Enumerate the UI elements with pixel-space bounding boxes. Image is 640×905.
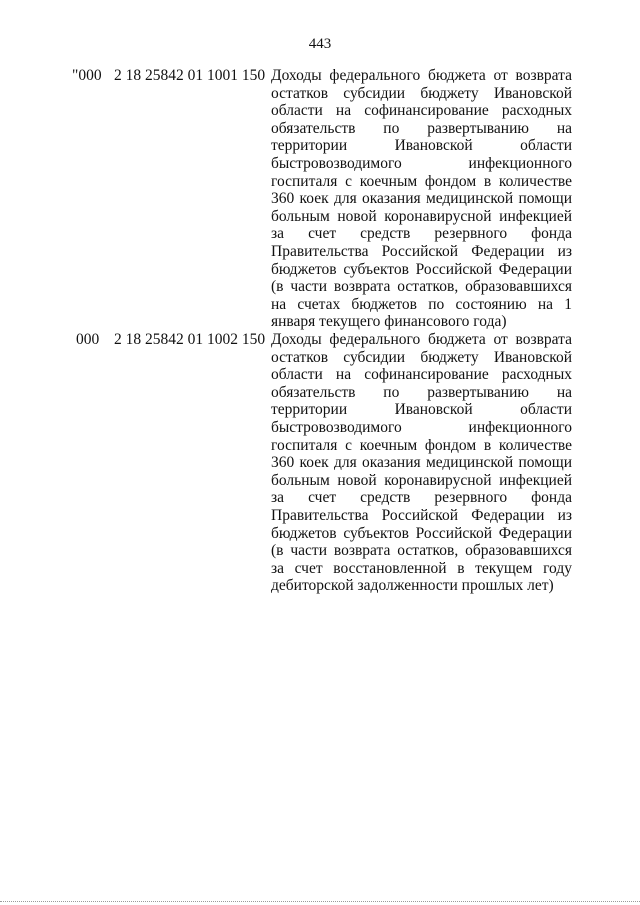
budget-classification-code: 2 18 25842 01 1001 150 xyxy=(114,67,266,84)
budget-classification-code: 2 18 25842 01 1002 150 xyxy=(114,331,266,348)
revenue-description: Доходы федерального бюджета от возврата остатков субсидии бюджету Ивановской области на софинансирование расходных обязательств по развертыванию на территории Ивановской области быстровозводимого инфекционного госпиталя с коечным фондом в количестве 360 коек для оказания медицинской помощи больным новой коронавирусной инфекцией за счет средств резервного фонда Правительства Российской Федерации из бюджетов субъектов Российской Федерации (в части возврата остатков, образовавшихся на счетах бюджетов по состоянию на 1 января текущего финансового года) xyxy=(271,67,572,331)
revenue-description: Доходы федерального бюджета от возврата остатков субсидии бюджету Ивановской области на софинансирование расходных обязательств по развертыванию на территории Ивановской области быстровозводимого инфекционного госпиталя с коечным фондом в количестве 360 коек для оказания медицинской помощи больным новой коронавирусной инфекцией за счет средств резервного фонда Правительства Российской Федерации из бюджетов субъектов Российской Федерации (в части возврата остатков, образовавшихся за счет восстановленной в текущем году дебиторской задолженности прошлых лет) xyxy=(271,331,572,595)
page-bottom-edge xyxy=(0,901,640,905)
page-number: 443 xyxy=(308,36,332,52)
administrator-code: 000 xyxy=(76,331,100,348)
administrator-code: "000 xyxy=(72,67,102,84)
